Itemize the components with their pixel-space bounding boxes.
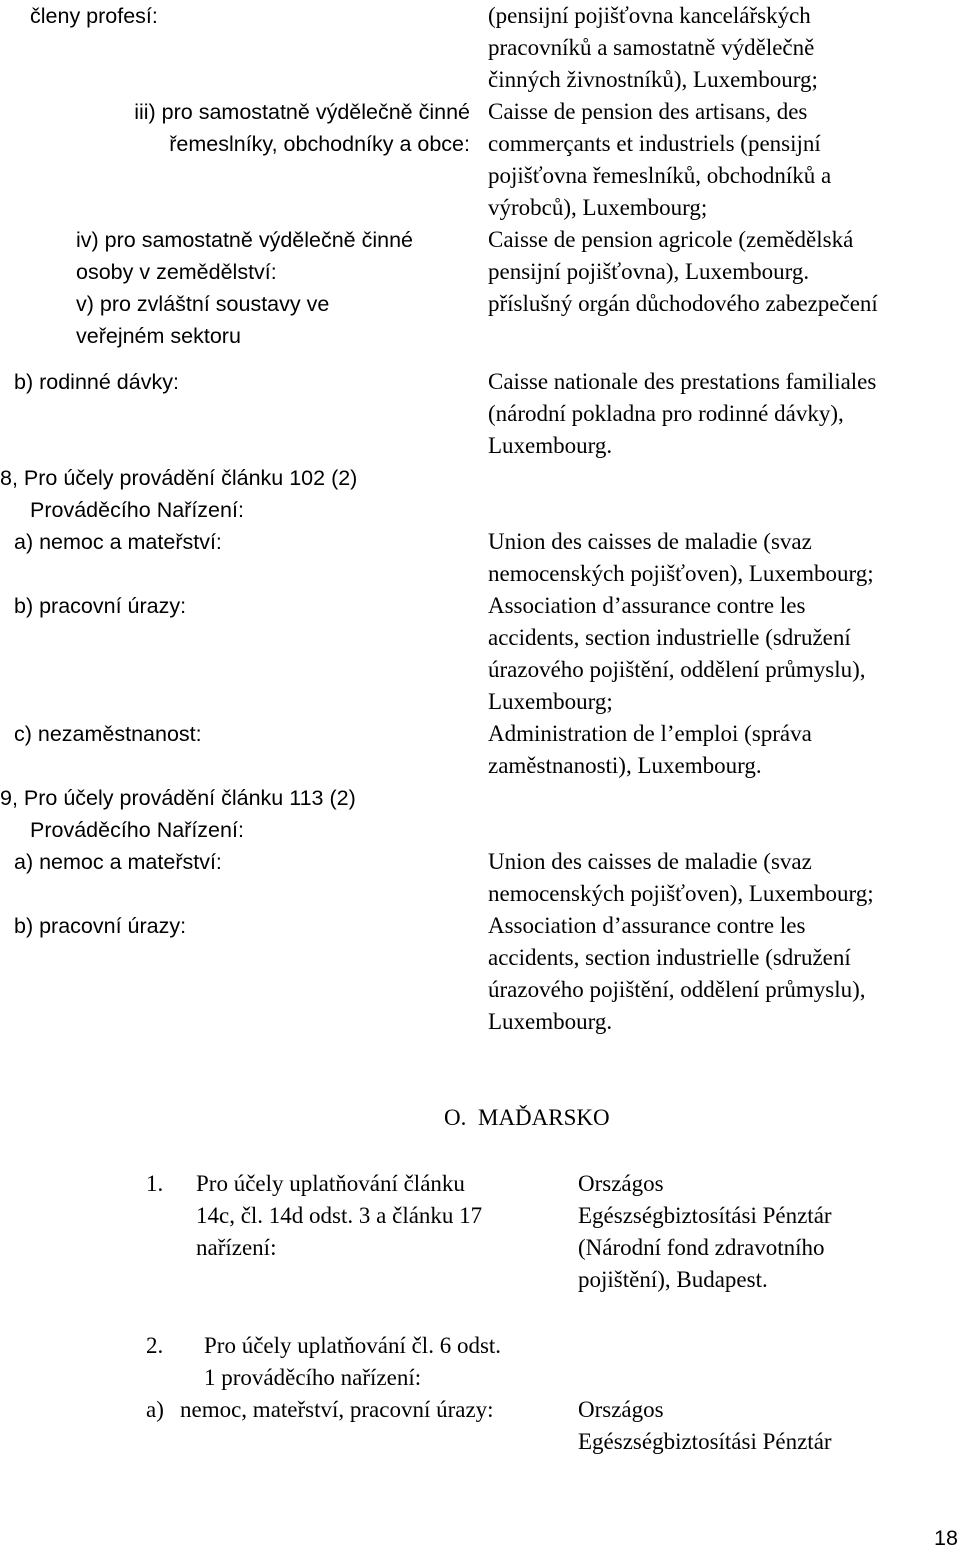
right-text-line: činných živnostníků), Luxembourg; bbox=[488, 67, 818, 92]
right-text-line: nemocenských pojišťoven), Luxembourg; bbox=[488, 881, 874, 906]
item-1-left-line: 14c, čl. 14d odst. 3 a článku 17 bbox=[196, 1203, 483, 1228]
right-text-line: Caisse de pension agricole (zemědělská bbox=[488, 227, 854, 252]
right-text-line: Caisse de pension des artisans, des bbox=[488, 99, 808, 124]
section-letter: O. bbox=[444, 1105, 467, 1130]
right-text-line: úrazového pojištění, oddělení průmyslu), bbox=[488, 657, 866, 682]
section-9-label-a: a) nemoc a mateřství: bbox=[14, 850, 222, 874]
right-text-line: výrobců), Luxembourg; bbox=[488, 195, 708, 220]
item-1-number: 1. bbox=[146, 1171, 164, 1196]
item-1-right-line: (Národní fond zdravotního bbox=[578, 1235, 825, 1260]
label-v-line2: veřejném sektoru bbox=[76, 324, 241, 348]
section-9-subheading: Prováděcího Nařízení: bbox=[30, 818, 244, 842]
item-2a-letter: a) bbox=[146, 1397, 164, 1422]
right-text-line: úrazového pojištění, oddělení průmyslu), bbox=[488, 977, 866, 1002]
item-1-right-line: pojištění), Budapest. bbox=[578, 1267, 768, 1292]
item-2a-right-line: Országos bbox=[578, 1397, 664, 1422]
right-text-line: Union des caisses de maladie (svaz bbox=[488, 529, 812, 554]
label-iii-line2: řemeslníky, obchodníky a obce: bbox=[169, 132, 470, 156]
section-8-label-c: c) nezaměstnanost: bbox=[14, 722, 202, 746]
right-text-line: Caisse nationale des prestations familiales bbox=[488, 369, 877, 394]
section-title: MAĎARSKO bbox=[478, 1105, 610, 1130]
label-iv-line2: osoby v zemědělství: bbox=[76, 260, 277, 284]
section-8-subheading: Prováděcího Nařízení: bbox=[30, 498, 244, 522]
page-number: 18 bbox=[934, 1526, 958, 1550]
item-2a-right-line: Egészségbiztosítási Pénztár bbox=[578, 1429, 832, 1454]
right-text-line: accidents, section industrielle (sdružení bbox=[488, 625, 851, 650]
section-9-label-b: b) pracovní úrazy: bbox=[14, 914, 187, 938]
right-text-line: accidents, section industrielle (sdružení bbox=[488, 945, 851, 970]
right-text-line: (pensijní pojišťovna kancelářských bbox=[488, 3, 811, 28]
label-iii-line1: iii) pro samostatně výdělečně činné bbox=[134, 100, 470, 124]
item-1-right-line: Országos bbox=[578, 1171, 664, 1196]
item-1-right-line: Egészségbiztosítási Pénztár bbox=[578, 1203, 832, 1228]
right-text-line: Luxembourg. bbox=[488, 1009, 613, 1034]
item-1-left-line: Pro účely uplatňování článku bbox=[196, 1171, 465, 1196]
right-text-line: Administration de l’emploi (správa bbox=[488, 721, 812, 746]
section-8-heading: 8, Pro účely provádění článku 102 (2) bbox=[0, 466, 358, 490]
item-1-left-line: nařízení: bbox=[196, 1235, 277, 1260]
section-8-label-a: a) nemoc a mateřství: bbox=[14, 530, 222, 554]
right-text-line: pracovníků a samostatně výdělečně bbox=[488, 35, 815, 60]
label-iv-line1: iv) pro samostatně výdělečně činné bbox=[76, 228, 414, 252]
right-text-line: nemocenských pojišťoven), Luxembourg; bbox=[488, 561, 874, 586]
right-text-line: Association d’assurance contre les bbox=[488, 913, 806, 938]
right-text-line: Luxembourg. bbox=[488, 433, 613, 458]
right-text-line: pensijní pojišťovna), Luxembourg. bbox=[488, 259, 810, 284]
item-2a-label: nemoc, mateřství, pracovní úrazy: bbox=[180, 1397, 494, 1422]
label-v-line1: v) pro zvláštní soustavy ve bbox=[76, 292, 330, 316]
right-text-line: pojišťovna řemeslníků, obchodníků a bbox=[488, 163, 832, 188]
label-b-rodinne-davky: b) rodinné dávky: bbox=[14, 370, 179, 394]
right-text-line: (národní pokladna pro rodinné dávky), bbox=[488, 401, 844, 426]
right-text-line: Association d’assurance contre les bbox=[488, 593, 806, 618]
right-text-line: Union des caisses de maladie (svaz bbox=[488, 849, 812, 874]
section-8-label-b: b) pracovní úrazy: bbox=[14, 594, 187, 618]
right-text-line: zaměstnanosti), Luxembourg. bbox=[488, 753, 762, 778]
section-9-heading: 9, Pro účely provádění článku 113 (2) bbox=[0, 786, 356, 810]
right-text-line: příslušný orgán důchodového zabezpečení bbox=[488, 291, 878, 316]
right-text-line: commerçants et industriels (pensijní bbox=[488, 131, 821, 156]
item-2-number: 2. bbox=[146, 1333, 164, 1358]
label-cleny-profesi: členy profesí: bbox=[30, 4, 158, 28]
right-text-line: Luxembourg; bbox=[488, 689, 613, 714]
item-2-text-line: Pro účely uplatňování čl. 6 odst. bbox=[204, 1333, 502, 1358]
item-2-text-line: 1 prováděcího nařízení: bbox=[204, 1365, 422, 1390]
